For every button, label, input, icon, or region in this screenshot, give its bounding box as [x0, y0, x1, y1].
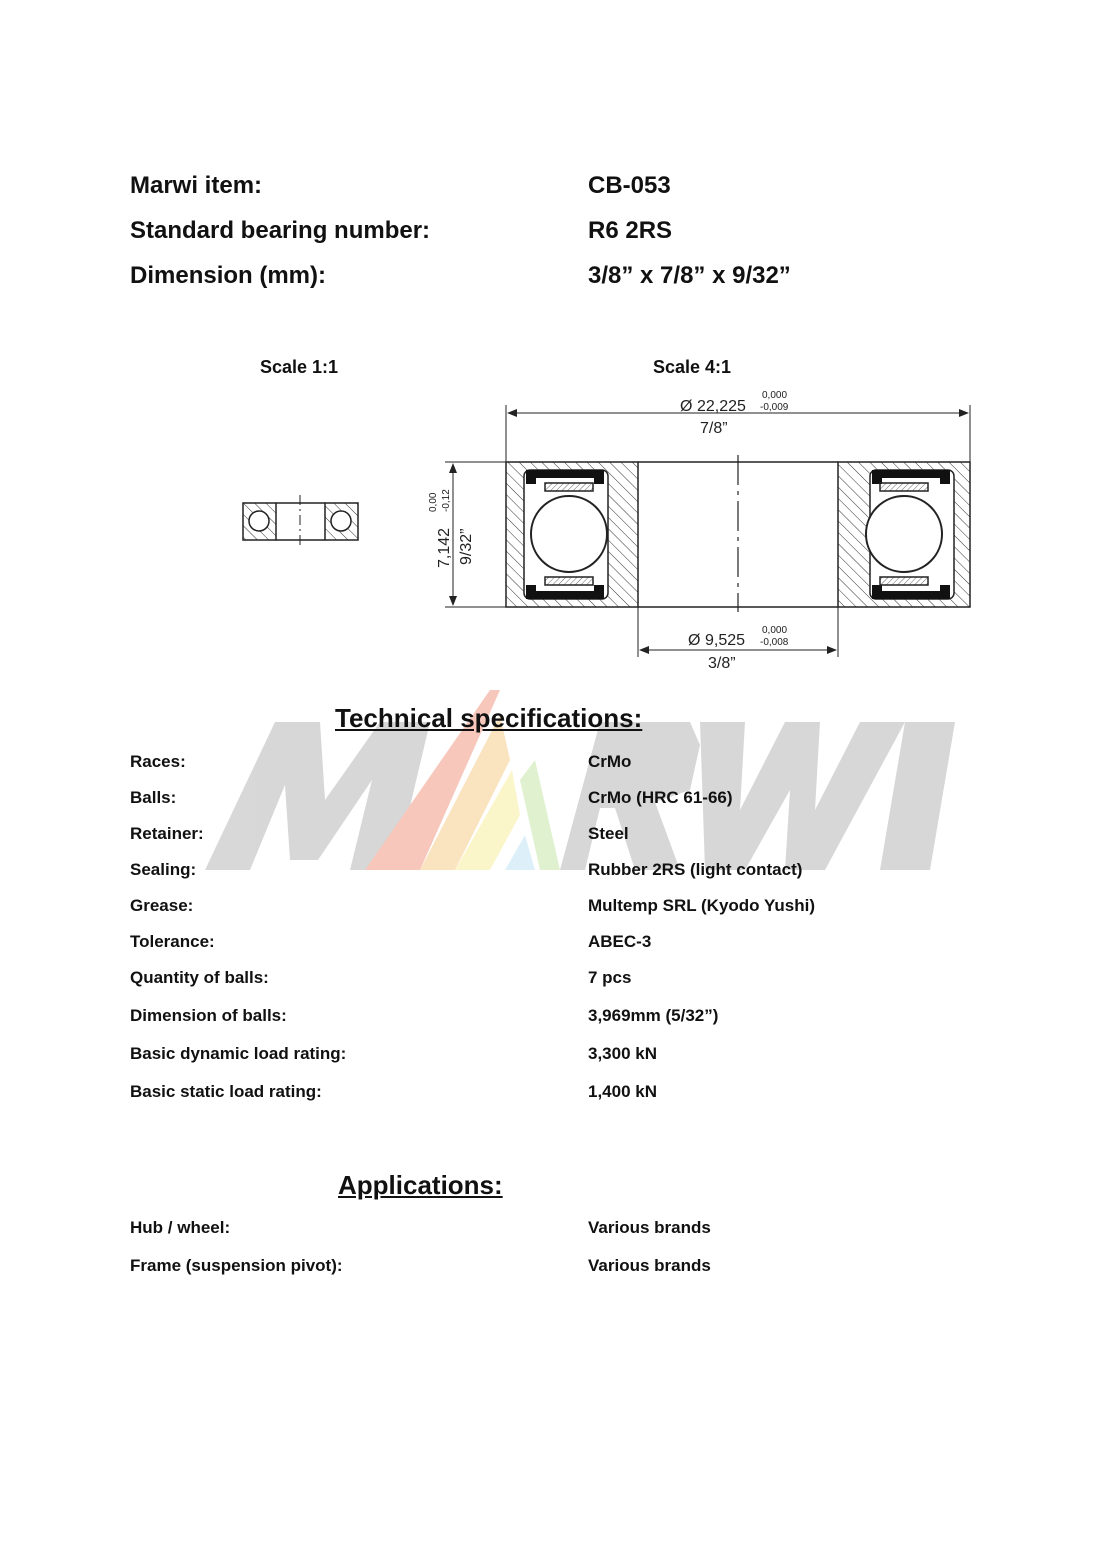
scale-4-1-label: Scale 4:1 [653, 357, 732, 377]
dimension-value: 3/8” x 7/8” x 9/32” [588, 262, 791, 289]
inner-diameter-value: 9,525 [705, 632, 746, 649]
spec-label-static-load: Basic static load rating: [130, 1082, 322, 1101]
spec-label-races: Races: [130, 752, 186, 771]
width-tol-lower: -0,12 [441, 489, 452, 512]
inner-diameter-fraction: 3/8” [708, 655, 736, 672]
applications-title: Applications: [338, 1170, 503, 1200]
spec-label-sealing: Sealing: [130, 860, 197, 879]
small-bearing-section [243, 495, 358, 548]
large-bearing-section [506, 455, 970, 612]
spec-value-dynamic-load: 3,300 kN [588, 1044, 657, 1063]
spec-label-balls: Balls: [130, 788, 177, 807]
spec-label-grease: Grease: [130, 896, 194, 915]
width-value: 7,142 [436, 527, 453, 568]
width-tol-upper: 0,00 [428, 492, 439, 512]
spec-label-tolerance: Tolerance: [130, 932, 215, 951]
application-value-frame: Various brands [588, 1256, 711, 1275]
outer-diameter-tol-lower: -0,009 [760, 402, 789, 413]
application-label-frame: Frame (suspension pivot): [130, 1256, 343, 1275]
standard-bearing-number-label: Standard bearing number: [130, 217, 431, 244]
standard-bearing-number-value: R6 2RS [588, 217, 673, 244]
outer-diameter-symbol: Ø [680, 398, 693, 415]
spec-value-races: CrMo [588, 752, 632, 771]
outer-diameter-fraction: 7/8” [700, 420, 728, 437]
inner-diameter-tol-lower: -0,008 [760, 637, 789, 648]
spec-label-dimension-of-balls: Dimension of balls: [130, 1006, 287, 1025]
spec-value-static-load: 1,400 kN [588, 1082, 657, 1101]
width-fraction: 9/32” [458, 528, 475, 565]
inner-diameter-symbol: Ø [688, 632, 701, 649]
dimension-label: Dimension (mm): [130, 262, 327, 289]
spec-label-dynamic-load: Basic dynamic load rating: [130, 1044, 347, 1063]
marwi-item-label: Marwi item: [130, 172, 263, 199]
outer-diameter-tol-upper: 0,000 [762, 390, 788, 401]
width-dimension [445, 462, 506, 607]
spec-value-tolerance: ABEC-3 [588, 932, 652, 951]
spec-value-retainer: Steel [588, 824, 629, 843]
spec-label-retainer: Retainer: [130, 824, 204, 843]
scale-1-1-label: Scale 1:1 [260, 357, 339, 377]
technical-specifications-title: Technical specifications: [335, 703, 643, 733]
marwi-item-value: CB-053 [588, 172, 671, 199]
spec-label-quantity-of-balls: Quantity of balls: [130, 968, 269, 987]
application-label-hub-wheel: Hub / wheel: [130, 1218, 231, 1237]
spec-value-quantity-of-balls: 7 pcs [588, 968, 632, 987]
spec-value-dimension-of-balls: 3,969mm (5/32”) [588, 1006, 719, 1025]
inner-diameter-tol-upper: 0,000 [762, 625, 788, 636]
spec-value-grease: Multemp SRL (Kyodo Yushi) [588, 896, 815, 915]
spec-value-sealing: Rubber 2RS (light contact) [588, 860, 803, 879]
outer-diameter-value: 22,225 [697, 398, 746, 415]
spec-value-balls: CrMo (HRC 61-66) [588, 788, 733, 807]
application-value-hub-wheel: Various brands [588, 1218, 711, 1237]
